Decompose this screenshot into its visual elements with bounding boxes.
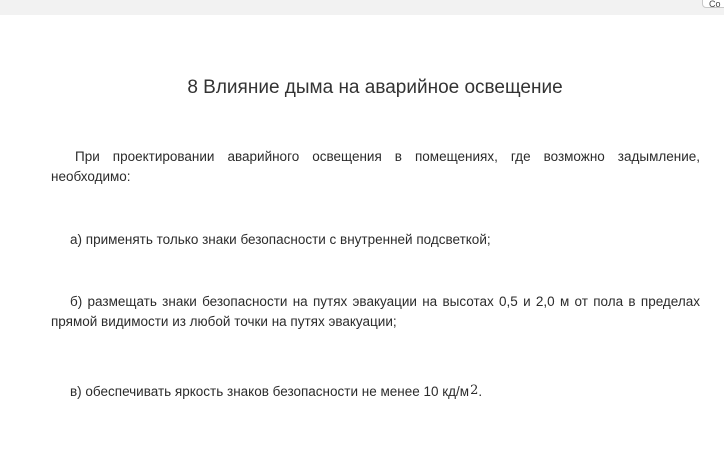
list-item-a: а) применять только знаки безопасности с внутренней подсветкой; [70,232,491,247]
page-title: 8 Влияние дыма на аварийное освещение [187,77,563,98]
corner-button[interactable]: Со [702,0,724,8]
list-item-c-text: в) обеспечивать яркость знаков безопасности не менее 10 кд/м [70,384,470,399]
list-item-c [51,382,700,403]
intro-paragraph: При проектировании аварийного освещения в помещениях, где возможно задымление, необходимо: [51,149,700,184]
unit-exponent: 2 [470,383,479,398]
list-item-c-end: . [478,384,483,399]
list-item-b: б) размещать знаки безопасности на путях эвакуации на высотах 0,5 и 2,0 м от пола в пределах прямой видимости из любой точки на путях эвакуации; [51,294,700,329]
top-toolbar [0,0,724,15]
